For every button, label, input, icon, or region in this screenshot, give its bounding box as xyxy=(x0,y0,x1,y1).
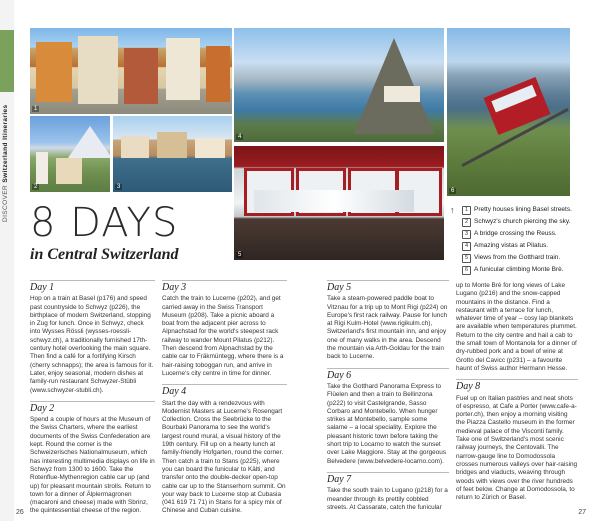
caption-text: Schwyz's church piercing the sky. xyxy=(474,218,571,225)
day-4-heading: Day 4 xyxy=(162,384,287,396)
caption-text: Amazing vistas at Pilatus. xyxy=(474,242,549,249)
photo-number: 2 xyxy=(34,184,38,190)
caption-text: A bridge crossing the Reuss. xyxy=(474,230,557,237)
text-column-2 xyxy=(162,280,287,522)
photo-basel-houses xyxy=(30,28,232,114)
day-7-text-continued: up to Monte Brè for long views of Lake Lugano (p216) and the snow-capped mountains in the distance. Find a restaurant with a terrace for lunch, whatever time of year – cosy lap blankets are available when temperatures plummet. Return to the city centre and hail a cab to the small town of Montanola for a dinner of dry-rubbed pork and a bowl of wine at Grotto del Cavicc (p231) – a favourite haunt of Swiss author Hermann Hesse. xyxy=(456,282,577,372)
caption-number: 5 xyxy=(462,254,471,263)
day-2-text: Spend a couple of hours at the Museum of the Swiss Charters, where the earliest documents of the Swiss Confederation are kept. Round the corner is the Schweizerisches Nationalmuseum, which has interesting multimedia displays on life in Schwyz from 1300 to 1600. Take the Rotenfluе-Mythenregion cable car up (and up) for pleasant mountain strolls. Return to town for a dinner of Älplermagronen (macaroni and cheese) made with Sbrinz, the quintessential cheese of the region. xyxy=(30,416,155,515)
photo-caption-list xyxy=(452,205,574,277)
caption-item xyxy=(452,241,574,251)
section-color-tab xyxy=(0,30,14,92)
photo-number: 3 xyxy=(117,184,121,190)
arrow-up-icon: ↑ xyxy=(450,205,455,215)
text-column-3 xyxy=(327,280,449,518)
caption-item xyxy=(452,217,574,227)
photo-number: 5 xyxy=(238,252,242,258)
section-running-head xyxy=(2,90,14,222)
text-column-4 xyxy=(456,282,578,508)
day-6-heading: Day 6 xyxy=(327,368,449,380)
photo-monte-bre-funicular xyxy=(447,28,570,196)
page-subtitle: in Central Switzerland xyxy=(30,246,179,263)
caption-text: Pretty houses lining Basel streets. xyxy=(474,206,572,213)
photo-gotthard-train xyxy=(234,146,444,260)
day-5-text: Take a steam-powered paddle boat to Vitznau for a trip up to Mont Rigi (p224) on Europe's first rack railway. Pause for lunch at Rigi Kulm-Hotel (www.rigikulm.ch), Switzerland's first mountain inn, and enjoy one of many walks in the area. Descend the mountain via Arth-Goldau for the train back to Lucerne. xyxy=(327,295,448,361)
photo-number: 1 xyxy=(34,106,38,112)
caption-item xyxy=(452,253,574,263)
day-5-heading: Day 5 xyxy=(327,280,449,292)
photo-schwyz-church xyxy=(30,116,110,192)
caption-item xyxy=(452,265,574,275)
photo-reuss-bridge xyxy=(113,116,232,192)
day-1-text: Hop on a train at Basel (p176) and speed past countryside to Schwyz (p226), the birthplace of modern Switzerland, stopping in Zug for lunch. Once in Schwyz, check into Wysses Rössli (wysses-roessli-schwyz.ch), a traditionally furnished 17th-century hotel overlooking the main square. Then find a café for a fortifying Kirsch (cherry schnapps); the area is famous for it. Later, enjoy seasonal, modern dishes at family-run restaurant Schwyzer-Stübli (www.schwyzer-stubli.ch). xyxy=(30,295,154,394)
running-head-prefix: DISCOVER xyxy=(2,184,9,222)
page-title: 8 DAYS xyxy=(30,200,179,246)
caption-number: 1 xyxy=(462,206,471,215)
day-2-heading: Day 2 xyxy=(30,401,155,413)
photo-pilatus-vista xyxy=(234,28,444,142)
page-spine xyxy=(0,0,14,521)
caption-text: Views from the Gotthard train. xyxy=(474,254,561,261)
day-3-heading: Day 3 xyxy=(162,280,287,292)
page-number-left: 26 xyxy=(16,509,24,516)
day-1-heading: Day 1 xyxy=(30,280,155,292)
caption-item xyxy=(452,229,574,239)
day-8-text: Fuel up on Italian pastries and neat shots of espresso, at Cafe a Porter (www.cafe-a-porter.ch), then enjoy a morning visiting the Piazza Castello museum in the former medieval palace of the Visconti family. Take one of Switzerland's most scenic railway journeys, the Centovalli. The narrow-gauge line to Domodossola crosses numerous valleys over hair-raising bridges and viaducts, weaving through woods with views over the river hundreds of feet below. Change at Domodossola, to return to Zürich or Basel. xyxy=(456,394,578,502)
photo-number: 6 xyxy=(451,188,455,194)
day-6-text: Take the Gotthard Panorama Express to Flüelen and then a train to Bellinzona (p222) to visit Castelgrande, Sasso Corbaro and Montebello. When hunger strikes at Montebello, sample some salame – a local speciality. Explore the pleasant historic town before taking the short trip to Locarno to watch the sunset over Lake Maggiore. Stay at the gorgeous Belvedere (www.belvedere-locarno.com). xyxy=(327,382,447,465)
page-number-right: 27 xyxy=(578,509,586,516)
caption-item xyxy=(452,205,574,215)
caption-number: 3 xyxy=(462,230,471,239)
day-7-heading: Day 7 xyxy=(327,472,449,484)
caption-number: 6 xyxy=(462,266,471,275)
text-column-1 xyxy=(30,280,155,522)
day-7-text: Take the south train to Lugano (p218) for a meander through its prettily cobbled streets. At Cassarate, catch the funicular xyxy=(327,487,448,511)
day-3-text: Catch the train to Lucerne (p202), and get carried away in the Swiss Transport Museum (p208). Take a picnic aboard a boat from the adjacent pier across to Alpnachstad for the world's steepest rack railway to wander Mount Pilatus (p212). Then descend from Alpnachstad by the cable car to Fräkmüntegg, where there is a hair-raising toboggan run, and arrive in Lucerne's city centre in time for dinner. xyxy=(162,295,284,377)
caption-text: A funicular climbing Monte Brè. xyxy=(474,266,564,273)
caption-number: 2 xyxy=(462,218,471,227)
day-4-text: Start the day with a rendezvous with Modernist Masters at Lucerne's Rosengart Collection. Cross the Seebrücke to the Bourbaki Panorama to see the world's largest round mural, a visual history of the 19th century. Fill up on a hearty lunch at family-friendly Hofgarten, round the corner. Then catch a train to Stans (p225), where you can board the funicular to Kälti, and transfer onto the double-decker open-top cable car up to the Stanserhorn summit. On your way back to Lucerne stop at Cubasia (041 619 71 71) in Stans for a spicy mix of Chinese and Cuban cuisine. xyxy=(162,399,286,515)
photo-number: 4 xyxy=(238,134,242,140)
running-head-section: Switzerland Itineraries xyxy=(2,104,9,183)
caption-number: 4 xyxy=(462,242,471,251)
day-8-heading: Day 8 xyxy=(456,379,578,391)
